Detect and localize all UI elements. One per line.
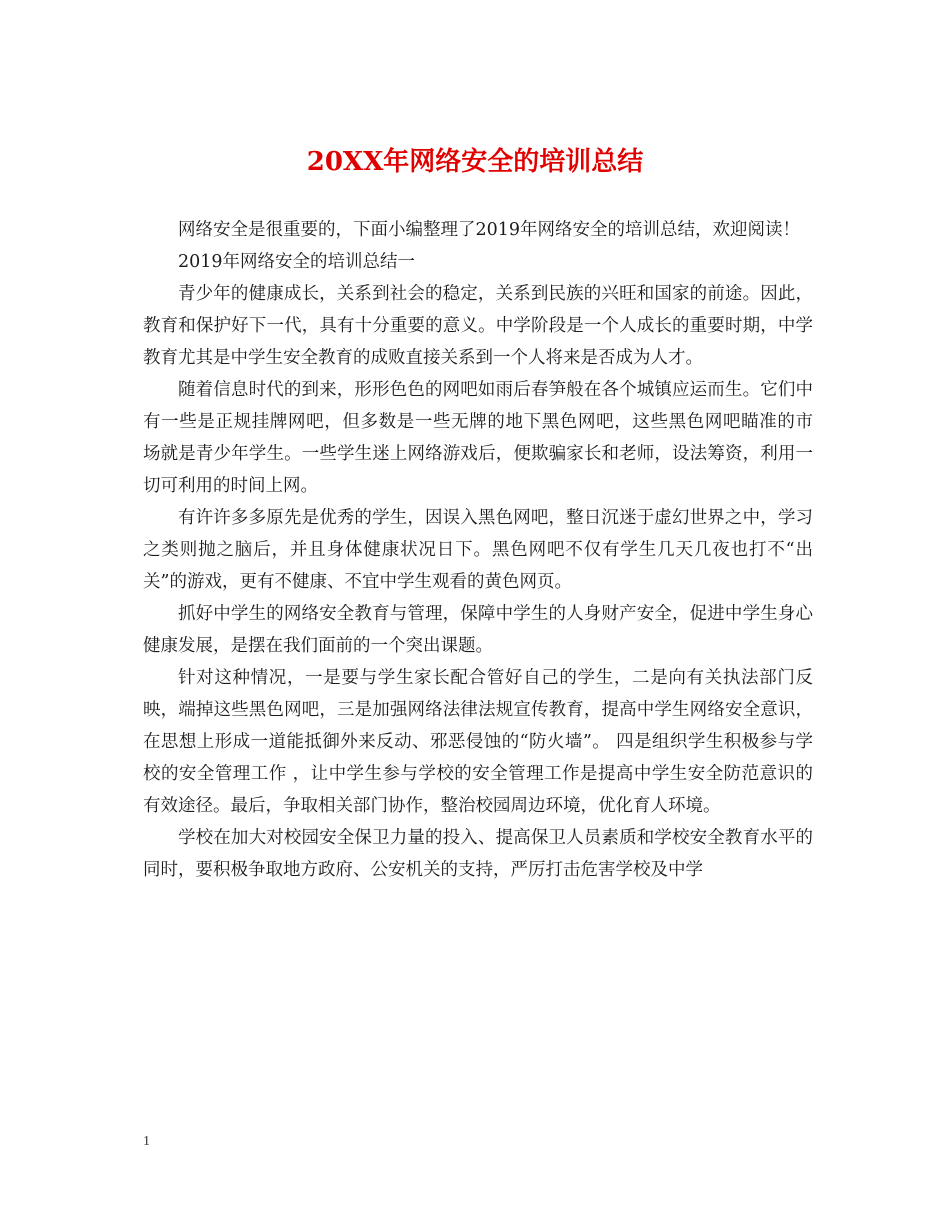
document-title: 20XX年网络安全的培训总结 [306,147,644,177]
paragraph: 抓好中学生的网络安全教育与管理，保障中学生的人身财产安全，促进中学生身心健康发展，是摆在我们面前的一个突出课题。 [143,604,813,656]
paragraph: 学校在加大对校园安全保卫力量的投入、提高保卫人员素质和学校安全教育水平的同时，要积极争取地方政府、公安机关的支持，严厉打击危害学校及中学 [143,828,813,880]
paragraph: 有许许多多原先是优秀的学生，因误入黑色网吧，整日沉迷于虚幻世界之中，学习之类则抛之脑后，并且身体健康状况日下。黑色网吧不仅有学生几天几夜也打不“出关”的游戏，更有不健康、不宜中学生观看的黄色网页。 [143,508,813,592]
paragraph: 青少年的健康成长，关系到社会的稳定，关系到民族的兴旺和国家的前途。因此，教育和保护好下一代，具有十分重要的意义。中学阶段是一个人成长的重要时期，中学教育尤其是中学生安全教育的成败直接关系到一个人将来是否成为人才。 [143,284,813,368]
page-number: 1 [143,1134,150,1149]
paragraph: 随着信息时代的到来，形形色色的网吧如雨后春笋般在各个城镇应运而生。它们中有一些是正规挂牌网吧，但多数是一些无牌的地下黑色网吧，这些黑色网吧瞄准的市 场就是青少年学生。一些学生迷上网络游戏后，便欺骗家长和老师，设法筹资，利用一切可利用的时间上网。 [143,380,813,496]
paragraph-intro: 网络安全是很重要的，下面小编整理了2019年网络安全的培训总结，欢迎阅读！ [178,220,801,240]
document-body [143,214,813,886]
paragraph: 针对这种情况，一是要与学生家长配合管好自己的学生，二是向有关执法部门反映，端掉这些黑色网吧，三是加强网络法律法规宣传教育，提高中学生网络安全意识，在思想上形成一道能抵御外来反动、邪恶侵蚀的“防火墙”。 四是组织学生积极参与学校的安全管理工作 ，让中学生参与学校的安全管理工作是提高中学生安全防范意识的有效途径。最后，争取相关部门协作，整治校园周边环境，优化育人环境。 [143,668,813,816]
section-heading: 2019年网络安全的培训总结一 [178,252,416,272]
